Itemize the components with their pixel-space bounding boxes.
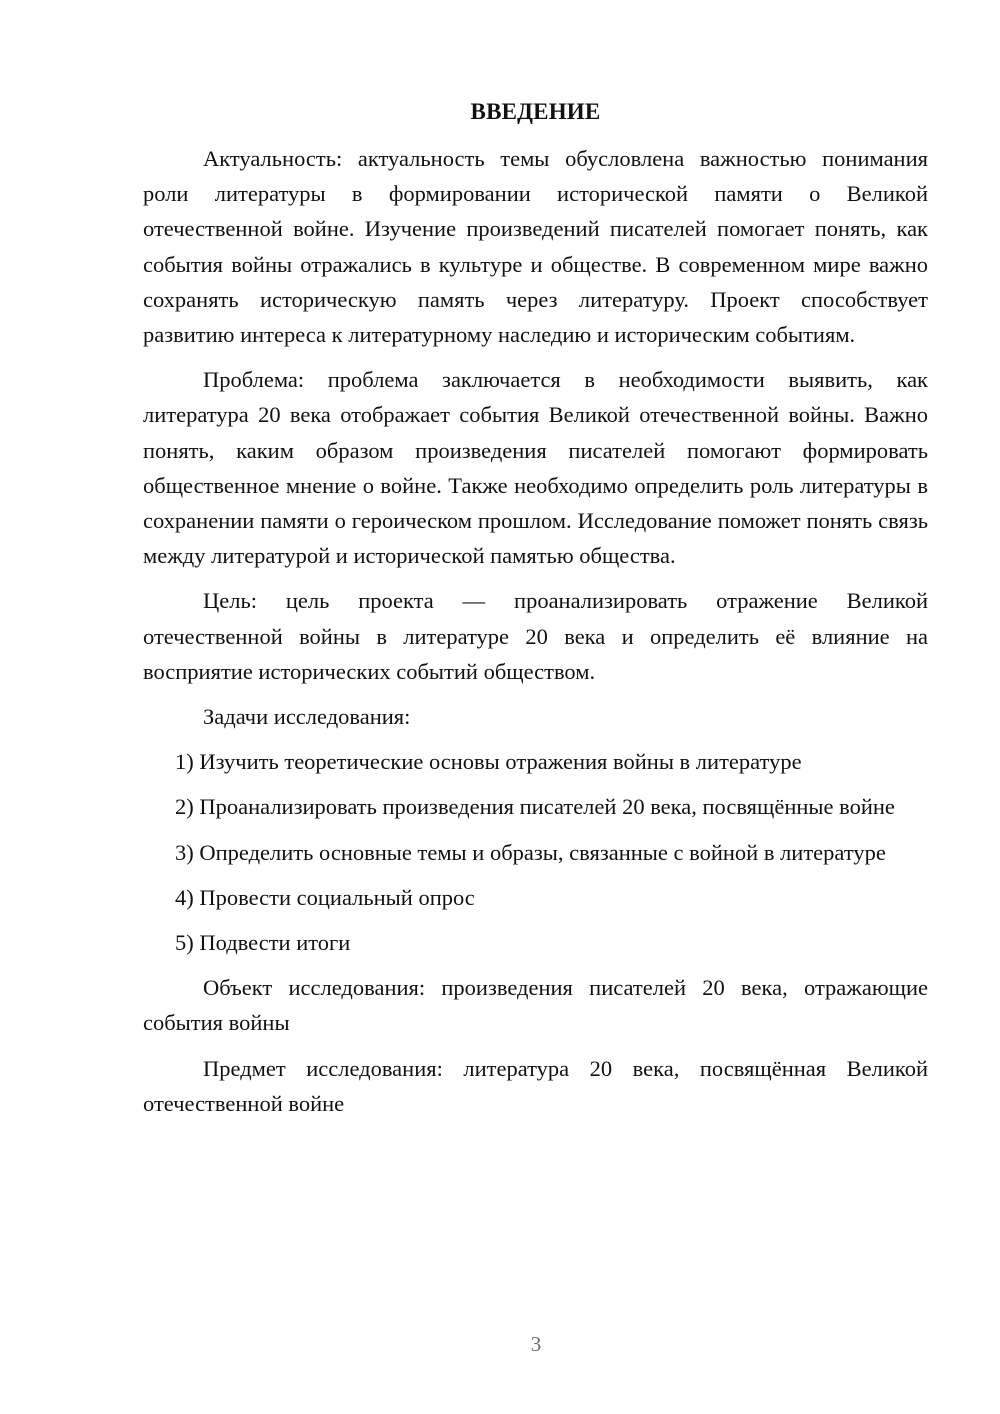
paragraph-subject: Предмет исследования: литература 20 века, посвящённая Великой отечественной войне — [143, 1055, 928, 1116]
paragraph-relevance: Актуальность: актуальность темы обусловлена важностью понимания роли литературы в формировании исторической памяти о Великой отечественной войне. Изучение произведений писателей помогает понять, как события войны отражались в культуре и обществе. В современном мире важно сохранять историческую память через литературу. Проект способствует развитию интереса к литературному наследию и историческим событиям. — [143, 146, 928, 348]
list-item: 2) Проанализировать произведения писателей 20 века, посвящённые войне — [175, 794, 895, 820]
paragraph-tasks-intro: Задачи исследования: — [203, 704, 411, 730]
list-item: 5) Подвести итоги — [175, 930, 351, 956]
paragraph-problem: Проблема: проблема заключается в необходимости выявить, как литература 20 века отображает события Великой отечественной войны. Важно понять, каким образом произведения писателей помогают формировать общественное мнение о войне. Также необходимо определить роль литературы в сохранении памяти о героическом прошлом. Исследование поможет понять связь между литературой и исторической памятью общества. — [143, 367, 928, 569]
document-page — [143, 94, 928, 1131]
page-number: 3 — [530, 1332, 542, 1356]
list-item: 1) Изучить теоретические основы отражения войны в литературе — [175, 749, 802, 775]
section-heading: ВВЕДЕНИЕ — [470, 99, 601, 124]
list-item: 3) Определить основные темы и образы, связанные с войной в литературе — [175, 839, 886, 865]
paragraph-goal: Цель: цель проекта — проанализировать отражение Великой отечественной войны в литературе 20 века и определить её влияние на восприятие исторических событий обществом. — [143, 588, 928, 684]
paragraph-object: Объект исследования: произведения писателей 20 века, отражающие события войны — [143, 975, 928, 1036]
tasks-list — [143, 744, 928, 960]
list-item: 4) Провести социальный опрос — [175, 884, 475, 910]
